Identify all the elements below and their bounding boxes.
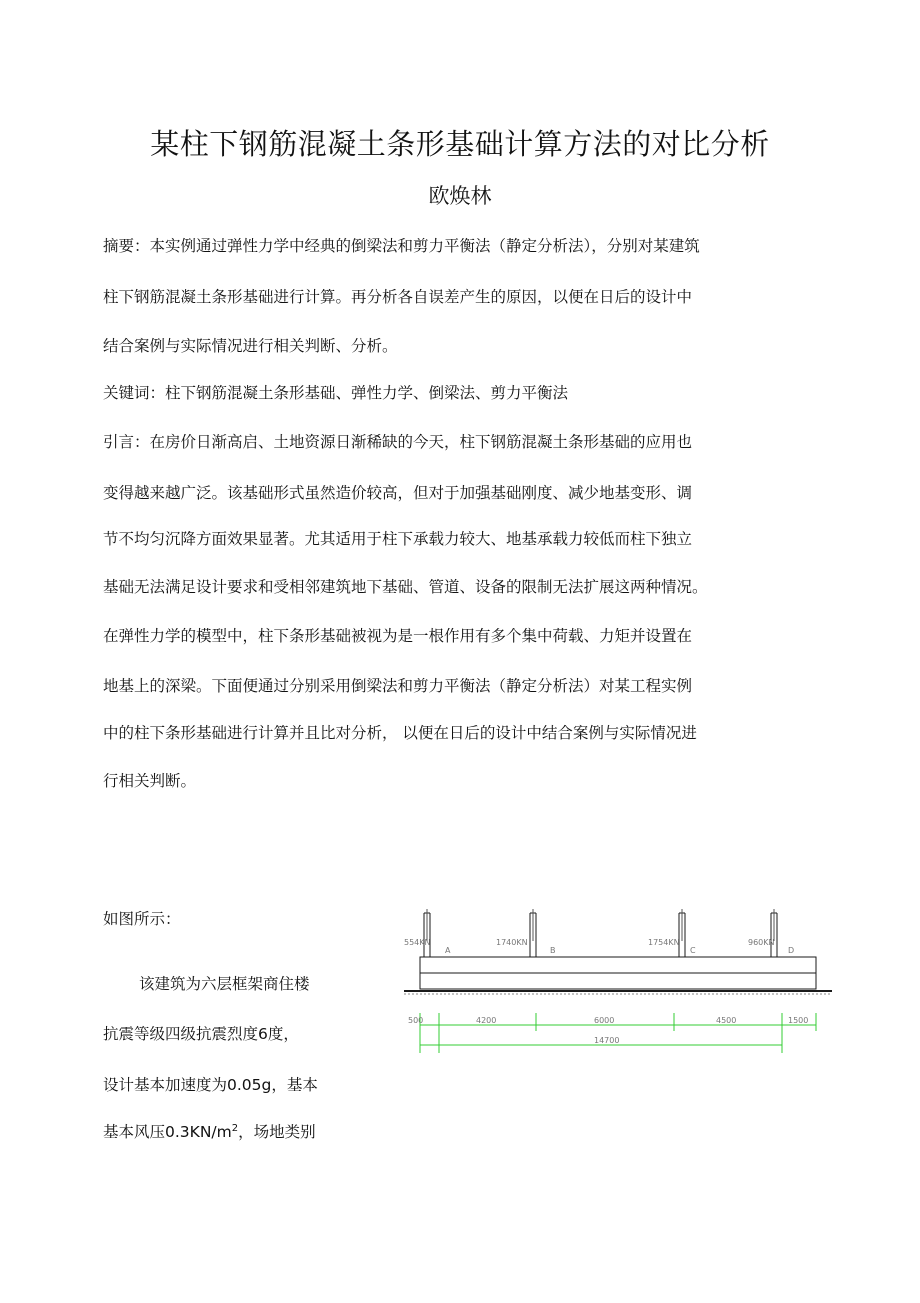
span-label: 6000	[594, 1016, 615, 1025]
intro-line: 地基上的深梁。下面便通过分别采用倒梁法和剪力平衡法（静定分析法）对某工程实例	[103, 677, 693, 695]
abstract-line: 柱下钢筋混凝土条形基础进行计算。再分析各自误差产生的原因，以便在日后的设计中	[103, 288, 693, 306]
abstract-line: 结合案例与实际情况进行相关判断、分析。	[103, 337, 398, 355]
load-label-a: 554KN	[404, 938, 431, 947]
foundation-diagram	[398, 905, 838, 1055]
building-desc-line: 抗震等级四级抗震烈度6度，	[103, 1025, 299, 1043]
intro-line: 基础无法满足设计要求和受相邻建筑地下基础、管道、设备的限制无法扩展这两种情况。	[103, 578, 708, 596]
load-label-b: 1740KN	[496, 938, 528, 947]
intro-line: 中的柱下条形基础进行计算并且比对分析， 以便在日后的设计中结合案例与实际情况进	[103, 724, 697, 742]
figure-intro: 如图所示：	[103, 910, 181, 928]
page-title: 某柱下钢筋混凝土条形基础计算方法的对比分析	[150, 127, 770, 161]
building-desc-line: 基本风压$0.3KN/m^2$，场地类别	[103, 1122, 316, 1141]
building-desc-line: 设计基本加速度为0.05g，基本	[103, 1076, 318, 1094]
span-label: 500	[408, 1016, 424, 1025]
column-label-a: A	[445, 946, 451, 955]
abstract-line: 摘要：本实例通过弹性力学中经典的倒梁法和剪力平衡法（静定分析法），分别对某建筑	[103, 237, 700, 255]
column-label-b: B	[550, 946, 556, 955]
author-name: 欧焕林	[428, 184, 492, 208]
strip-footing	[420, 957, 816, 989]
column-label-d: D	[788, 946, 795, 955]
ground-line	[404, 991, 832, 994]
intro-line: 变得越来越广泛。该基础形式虽然造价较高，但对于加强基础刚度、减少地基变形、调	[103, 484, 693, 502]
intro-line: 节不均匀沉降方面效果显著。尤其适用于柱下承载力较大、地基承载力较低而柱下独立	[103, 530, 693, 548]
total-length-label: 14700	[594, 1036, 620, 1045]
superscript: 2	[231, 1122, 239, 1134]
span-label: 4200	[476, 1016, 497, 1025]
keywords-line: 关键词：柱下钢筋混凝土条形基础、弹性力学、倒梁法、剪力平衡法	[103, 384, 569, 402]
building-desc-line: 该建筑为六层框架商住楼	[139, 975, 310, 993]
span-label: 1500	[788, 1016, 809, 1025]
intro-line: 引言：在房价日渐高启、土地资源日渐稀缺的今天，柱下钢筋混凝土条形基础的应用也	[103, 433, 693, 451]
intro-line: 在弹性力学的模型中，柱下条形基础被视为是一根作用有多个集中荷载、力矩并设置在	[103, 627, 693, 645]
column-label-c: C	[690, 946, 696, 955]
load-arrows	[427, 909, 774, 941]
span-label: 4500	[716, 1016, 737, 1025]
intro-line: 行相关判断。	[103, 772, 197, 790]
load-label-d: 960KN	[748, 938, 775, 947]
load-label-c: 1754KN	[648, 938, 680, 947]
